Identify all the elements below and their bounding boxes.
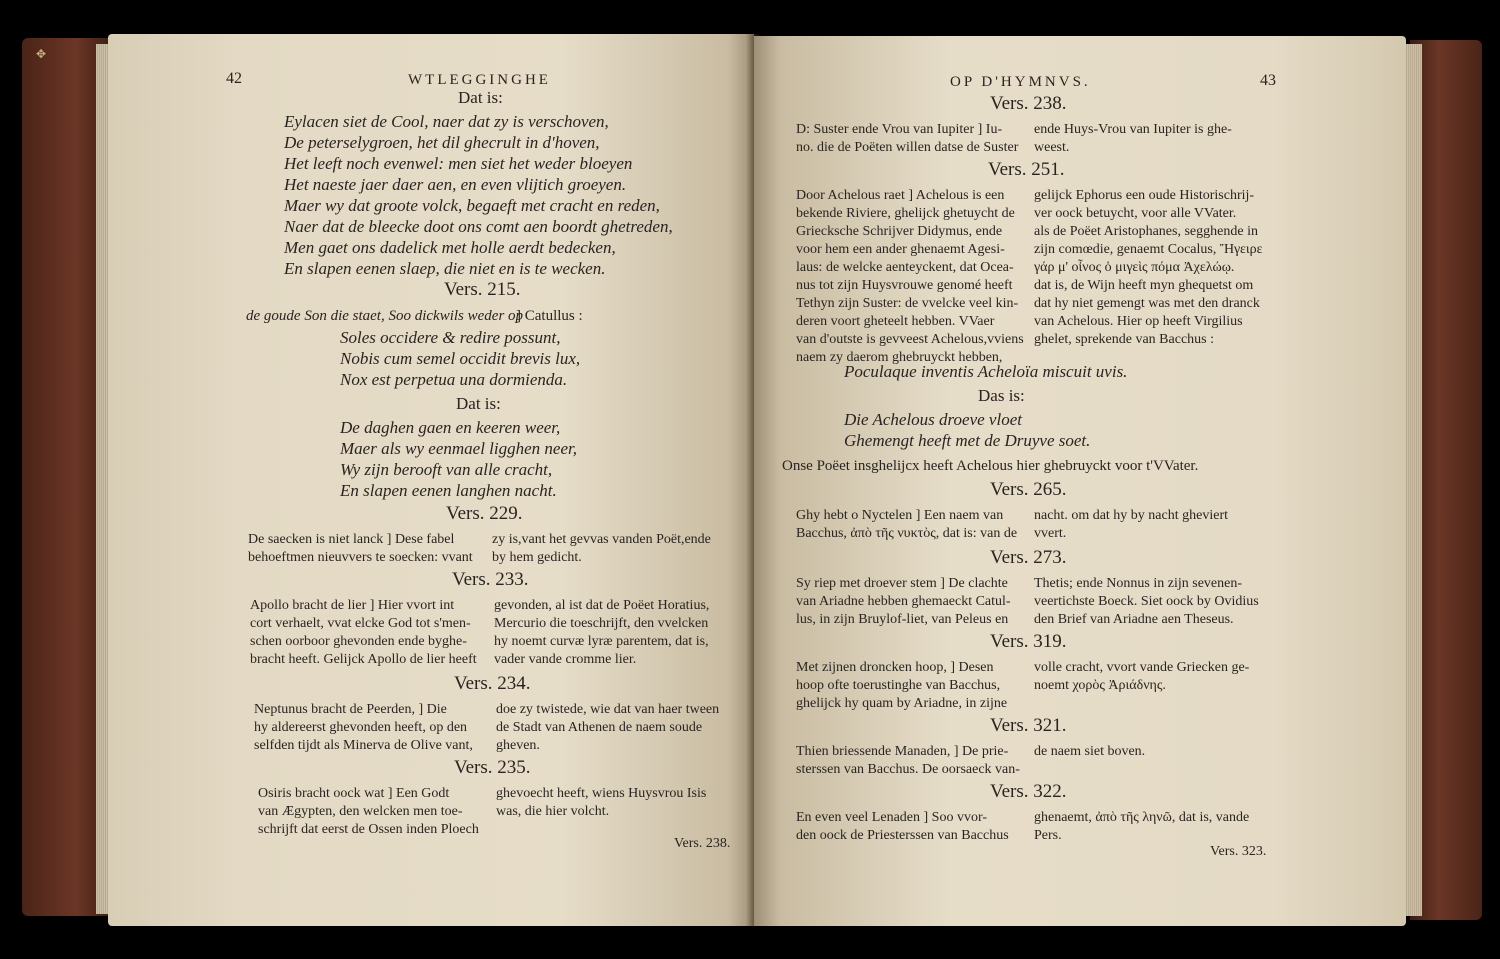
note-line: cort verhaelt, vvat elcke God tot s'men- xyxy=(250,616,471,631)
note-line: dat hy niet gemengt was met den dranck xyxy=(1034,296,1260,311)
verse-heading: Vers. 321. xyxy=(990,715,1067,736)
note-line: zijn comœdie, genaemt Cocalus, Ἤγειρε xyxy=(1034,242,1263,257)
poem-line: Eylacen siet de Cool, naer dat zy is verschoven, xyxy=(284,112,609,131)
note-line: Met zijnen droncken hoop, ] Desen xyxy=(796,660,994,675)
right-page xyxy=(754,36,1406,926)
note-line: lus, in zijn Bruylof-liet, van Peleus en xyxy=(796,612,1009,627)
note-line: was, die hier volcht. xyxy=(496,804,610,819)
note-line: van d'outste is gevveest Achelous,vviens xyxy=(796,332,1024,347)
catchword: Vers. 323. xyxy=(1210,844,1267,859)
latin-line: Nobis cum semel occidit brevis lux, xyxy=(340,349,581,368)
verse-heading: Vers. 233. xyxy=(452,569,529,590)
note-line: Bacchus, ἀπὸ τῆς νυκτὸς, dat is: van de xyxy=(796,526,1018,541)
note-line: gelijck Ephorus een oude Historischrij- xyxy=(1034,188,1255,203)
verse-heading: Vers. 322. xyxy=(990,781,1067,802)
note-line: ghelet, sprekende van Bacchus : xyxy=(1034,332,1214,347)
verse-heading: Vers. 235. xyxy=(454,757,531,778)
note-line: ghenaemt, ἀπὸ τῆς ληνῶ, dat is, vande xyxy=(1034,810,1250,825)
note-line: hoop ofte toerustinghe van Bacchus, xyxy=(796,678,1001,693)
note-line: Osiris bracht oock wat ] Een Godt xyxy=(258,786,450,801)
note-line: van Achelous. Hier op heeft Virgilius xyxy=(1034,314,1243,329)
poem-line: Het naeste jaer daer aen, en even vlijtich groeyen. xyxy=(284,175,627,194)
note-line: nacht. om dat hy by nacht gheviert xyxy=(1034,508,1228,523)
note-line: De saecken is niet lanck ] Dese fabel xyxy=(248,532,455,547)
verse-heading: Vers. 215. xyxy=(444,279,521,300)
note-line: ghelijck hy quam by Ariadne, in zijne xyxy=(796,696,1008,711)
verse-heading: Vers. 234. xyxy=(454,673,531,694)
note-line: gheven. xyxy=(496,738,540,753)
poem-line: Wy zijn berooft van alle cracht, xyxy=(340,460,553,479)
note-line: zy is,vant het gevvas vanden Poët,ende xyxy=(492,532,711,547)
note-line: den oock de Priesterssen van Bacchus xyxy=(796,828,1009,843)
dat-is-label: Dat is: xyxy=(456,394,501,413)
poem-line: Die Achelous droeve vloet xyxy=(844,410,1022,429)
verse-heading: Vers. 319. xyxy=(990,631,1067,652)
note-line: sterssen van Bacchus. De oorsaeck van- xyxy=(796,762,1020,777)
note-line: bracht heeft. Gelijck Apollo de lier heeft xyxy=(250,652,477,667)
gilt-ornament-icon: ✥ xyxy=(36,47,47,61)
note-line: doe zy twistede, wie dat van haer tween xyxy=(496,702,720,717)
note-line: Sy riep met droever stem ] De clachte xyxy=(796,576,1008,591)
note-line: Neptunus bracht de Peerden, ] Die xyxy=(254,702,447,717)
note-line: volle cracht, vvort vande Griecken ge- xyxy=(1034,660,1250,675)
note-line: γάρ μ' οἶνος ὁ μιγεὶς πόμα Ἀχελώῳ. xyxy=(1034,260,1235,275)
note-line: naem zy daerom ghebruyckt hebben, xyxy=(796,350,1003,365)
verse-heading: Vers. 273. xyxy=(990,547,1067,568)
poem-line: De peterselygroen, het dil ghecrult in d'hoven, xyxy=(284,133,600,152)
note-line: Apollo bracht de lier ] Hier vvort int xyxy=(250,598,455,613)
note-line: Pers. xyxy=(1034,828,1062,843)
note-text: ] Catullus : xyxy=(516,308,583,324)
catchword: Vers. 238. xyxy=(674,836,731,851)
note-line: laus: de welcke aenteyckent, dat Ocea- xyxy=(796,260,1014,275)
poem-line: Men gaet ons dadelick met holle aerdt bedecken, xyxy=(284,238,616,257)
latin-line: Soles occidere & redire possunt, xyxy=(340,328,561,347)
note-line: schrijft dat eerst de Ossen inden Ploech xyxy=(258,822,479,837)
latin-line: Poculaque inventis Acheloïa miscuit uvis. xyxy=(844,362,1128,381)
note-line: hy noemt curvæ lyræ parentem, dat is, xyxy=(494,634,709,649)
latin-line: Nox est perpetua una dormienda. xyxy=(340,370,568,389)
note-line: Door Achelous raet ] Achelous is een xyxy=(796,188,1005,203)
note-line: ghevoecht heeft, wiens Huysvrou Isis xyxy=(496,786,707,801)
note-line: by hem gedicht. xyxy=(492,550,582,565)
poem-line: En slapen eenen slaep, die niet en is te wecken. xyxy=(284,259,606,278)
note-line: Thetis; ende Nonnus in zijn sevenen- xyxy=(1034,576,1243,591)
note-line: ende Huys-Vrou van Iupiter is ghe- xyxy=(1034,122,1232,137)
note-line: no. die de Poëten willen datse de Suster xyxy=(796,140,1019,155)
note-line: weest. xyxy=(1034,140,1070,155)
poem-line: En slapen eenen langhen nacht. xyxy=(340,481,557,500)
note-text: Onse Poëet insghelijcx heeft Achelous hier ghebruyckt voor t'VVater. xyxy=(782,458,1199,474)
poem-line: De daghen gaen en keeren weer, xyxy=(340,418,561,437)
note-line: hy aldereerst ghevonden heeft, op den xyxy=(254,720,468,735)
verse-heading: Vers. 265. xyxy=(990,479,1067,500)
das-is-label: Das is: xyxy=(978,386,1025,405)
dat-is-label: Dat is: xyxy=(458,88,503,107)
note-line: Griecksche Schrijver Didymus, ende xyxy=(796,224,1003,239)
running-head: OP D'HYMNVS. xyxy=(950,74,1091,90)
note-line: vvert. xyxy=(1034,526,1067,541)
note-line: als de Poëet Aristophanes, segghende in xyxy=(1034,224,1258,239)
page-number: 43 xyxy=(1260,72,1276,89)
poem-line: Maer als wy eenmael ligghen neer, xyxy=(340,439,577,458)
note-line: bekende Riviere, ghelijck ghetuycht de xyxy=(796,206,1015,221)
poem-line: Naer dat de bleecke doot ons comt aen boordt ghetreden, xyxy=(284,217,673,236)
left-page xyxy=(108,34,754,926)
note-line: behoeftmen nieuvvers te soecken: vvant xyxy=(248,550,473,565)
open-book xyxy=(8,14,1492,946)
note-line: voor hem een ander ghenaemt Agesi- xyxy=(796,242,1005,257)
verse-heading: Vers. 238. xyxy=(990,93,1067,114)
note-line: schen oorboor ghevonden ende byghe- xyxy=(250,634,467,649)
note-line: ver oock betuycht, voor alle VVater. xyxy=(1034,206,1237,221)
note-line: nus tot zijn Huysvrouwe genomé heeft xyxy=(796,278,1013,293)
note-line: de Stadt van Athenen de naem soude xyxy=(496,720,703,735)
running-head: WTLEGGINGHE xyxy=(408,72,551,88)
note-line: den Brief van Ariadne aen Theseus. xyxy=(1034,612,1234,627)
verse-heading: Vers. 251. xyxy=(988,159,1065,180)
note-line: vader vande cromme lier. xyxy=(494,652,637,667)
note-line: gevonden, al ist dat de Poëet Horatius, xyxy=(494,598,710,613)
note-line: D: Suster ende Vrou van Iupiter ] Iu- xyxy=(796,122,1003,137)
note-line: veertichste Boeck. Siet oock by Ovidius xyxy=(1034,594,1259,609)
note-line: En even veel Lenaden ] Soo vvor- xyxy=(796,810,987,825)
note-line: Ghy hebt o Nyctelen ] Een naem van xyxy=(796,508,1004,523)
note-line: de naem siet boven. xyxy=(1034,744,1146,759)
note-line: selfden tijdt als Minerva de Olive vant, xyxy=(254,738,473,753)
page-number: 42 xyxy=(226,70,242,87)
poem-line: Maer wy dat groote volck, begaeft met cracht en reden, xyxy=(284,196,660,215)
note-line: dat is, de Wijn heeft myn ghequetst om xyxy=(1034,278,1254,293)
poem-line: Ghemengt heeft met de Druyve soet. xyxy=(844,431,1091,450)
note-line: noemt χορὸς Ἀριάδνης. xyxy=(1034,678,1166,693)
note-line: van Ægypten, den welcken men toe- xyxy=(258,804,463,819)
note-lemma: de goude Son die staet, Soo dickwils weder op xyxy=(246,308,524,324)
poem-line: Het leeft noch evenwel: men siet het weder bloeyen xyxy=(284,154,633,173)
note-line: Tethyn zijn Suster: de vvelcke veel kin- xyxy=(796,296,1019,311)
verse-heading: Vers. 229. xyxy=(446,503,523,524)
note-line: deren voort gheteelt hebben. VVaer xyxy=(796,314,995,329)
note-line: van Ariadne hebben ghemaeckt Catul- xyxy=(796,594,1011,609)
note-line: Mercurio die toeschrijft, den vvelcken xyxy=(494,616,709,631)
note-line: Thien briessende Manaden, ] De prie- xyxy=(796,744,1009,759)
